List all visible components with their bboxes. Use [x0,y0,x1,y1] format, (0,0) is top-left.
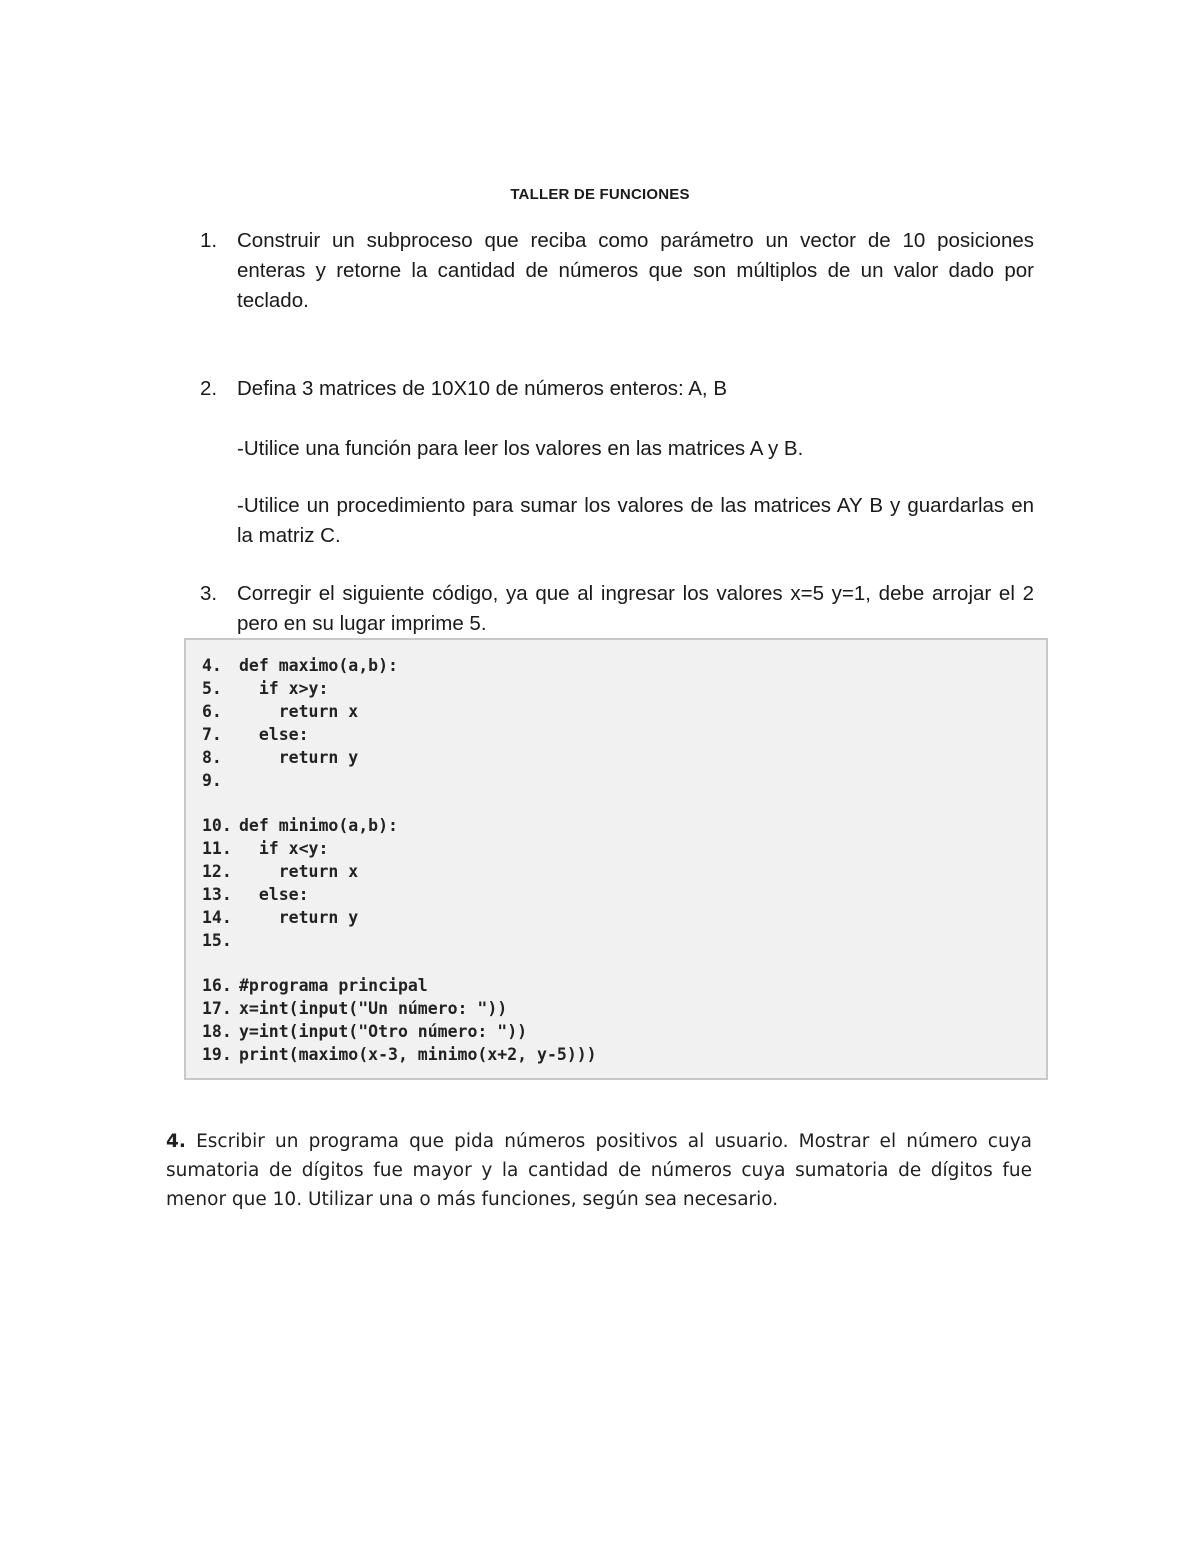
line-number: 10. [202,816,232,835]
line-number: 18. [202,1022,232,1041]
code-line [202,883,309,906]
code-text: return x [239,702,359,721]
exercise-text: Corregir el siguiente código, ya que al ingresar los valores x=5 y=1, debe arrojar el 2 pero en su lugar imprime 5. [237,582,1034,635]
exercise-number: 2. [200,377,218,400]
code-line [202,906,358,929]
code-text: if x>y: [239,679,329,698]
page-title: TALLER DE FUNCIONES [510,186,690,203]
exercise-2-subpoint-2: -Utilice un procedimiento para sumar los valores de las matrices AY B y guardarlas en la matriz C. [237,494,1034,547]
exercise-number: 4. [166,1131,186,1152]
exercise-4 [166,1127,1032,1214]
line-number: 9. [202,771,222,790]
code-line [202,929,239,952]
code-line [202,746,358,769]
line-number: 12. [202,862,232,881]
code-line [202,837,328,860]
code-line [202,700,358,723]
line-number: 14. [202,908,232,927]
code-text: y=int(input("Otro número: ")) [239,1022,528,1041]
exercise-text: Construir un subproceso que reciba como parámetro un vector de 10 posiciones enteras y retorne la cantidad de números que son múltiplos de un valor dado por teclado. [237,229,1034,312]
code-line [202,1020,527,1043]
line-number: 16. [202,976,232,995]
line-number: 6. [202,702,222,721]
line-number: 7. [202,725,222,744]
exercise-2 [200,374,1034,404]
line-number: 8. [202,748,222,767]
code-text: if x<y: [239,839,329,858]
code-text: print(maximo(x-3, minimo(x+2, y-5))) [239,1045,597,1064]
code-text: #programa principal [239,976,428,995]
code-line [202,814,398,837]
code-line [202,1043,597,1066]
code-line [202,677,328,700]
line-number: 15. [202,931,232,950]
code-line [202,974,428,997]
code-text: def minimo(a,b): [239,816,398,835]
code-line [202,997,507,1020]
exercise-3 [200,579,1034,639]
code-text: else: [239,725,309,744]
code-text: x=int(input("Un número: ")) [239,999,508,1018]
line-number: 17. [202,999,232,1018]
code-text: return y [239,908,359,927]
code-line [202,723,309,746]
line-number: 4. [202,656,222,675]
exercise-text: Defina 3 matrices de 10X10 de números enteros: A, B [237,377,727,400]
code-text: else: [239,885,309,904]
line-number: 11. [202,839,232,858]
code-line [202,860,358,883]
code-text: return y [239,748,359,767]
exercise-1 [200,226,1034,316]
line-number: 5. [202,679,222,698]
code-block [184,638,1048,1080]
code-line [202,769,239,792]
exercise-text: Escribir un programa que pida números positivos al usuario. Mostrar el número cuya sumatoria de dígitos fue mayor y la cantidad de números cuya sumatoria de dígitos fue menor que 10. Utilizar una o más funciones, según sea necesario. [166,1131,1032,1210]
exercise-number: 3. [200,582,218,605]
code-text: def maximo(a,b): [239,656,398,675]
exercise-2-subpoint-1: -Utilice una función para leer los valores en las matrices A y B. [237,437,804,460]
code-text: return x [239,862,359,881]
line-number: 13. [202,885,232,904]
exercise-number: 1. [200,229,218,252]
code-line [202,654,398,677]
line-number: 19. [202,1045,232,1064]
